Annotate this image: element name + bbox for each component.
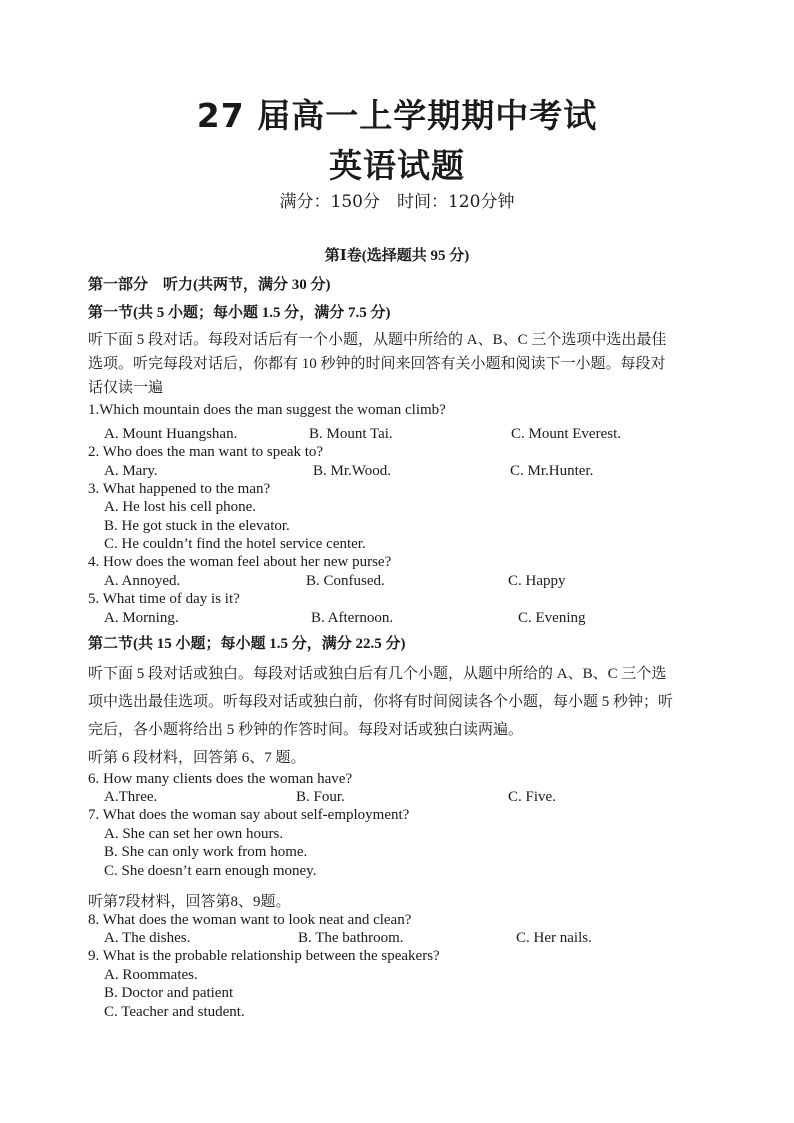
listening-group-label: 听第7段材料，回答第8、9题。 bbox=[88, 894, 291, 910]
question-stem: 1.Which mountain does the man suggest the woman climb? bbox=[88, 402, 446, 418]
question-stem: 2. Who does the man want to speak to? bbox=[88, 444, 324, 460]
option-a: A. Annoyed. bbox=[104, 573, 181, 589]
question-stem: 3. What happened to the man? bbox=[88, 481, 271, 497]
option-a: A. She can set her own hours. bbox=[104, 826, 284, 842]
question-stem: 6. How many clients does the woman have? bbox=[88, 771, 353, 787]
option-c: C. He couldn’t find the hotel service center. bbox=[104, 536, 366, 552]
option-c: C. Teacher and student. bbox=[104, 1004, 245, 1020]
section2-instruction-line: 听下面 5 段对话或独白。每段对话或独白后有几个小题，从题中所给的 A、B、C 三个选 bbox=[88, 666, 667, 682]
question-stem: 4. How does the woman feel about her new purse? bbox=[88, 554, 392, 570]
listening-group-label: 听第 6 段材料，回答第 6、7 题。 bbox=[88, 750, 306, 766]
option-a: A. The dishes. bbox=[104, 930, 191, 946]
option-a: A. Mary. bbox=[104, 463, 158, 479]
section1-instruction-line: 选项。听完每段对话后，你都有 10 秒钟的时间来回答有关小题和阅读下一小题。每段对 bbox=[88, 356, 666, 372]
option-b: B. The bathroom. bbox=[298, 930, 404, 946]
option-a: A. Mount Huangshan. bbox=[104, 426, 238, 442]
option-c: C. Five. bbox=[508, 789, 556, 805]
exam-subject: 英语试题 bbox=[329, 146, 465, 185]
section1-heading: 第一节(共 5 小题；每小题 1.5 分，满分 7.5 分) bbox=[88, 305, 391, 321]
section1-instruction-line: 听下面 5 段对话。每段对话后有一个小题，从题中所给的 A、B、C 三个选项中选出最佳 bbox=[88, 332, 667, 348]
option-c: C. Her nails. bbox=[516, 930, 592, 946]
section1-instruction-line: 话仅读一遍 bbox=[88, 380, 164, 396]
option-a: A.Three. bbox=[104, 789, 158, 805]
option-c: C. She doesn’t earn enough money. bbox=[104, 863, 317, 879]
option-b: B. Mr.Wood. bbox=[313, 463, 391, 479]
question-stem: 5. What time of day is it? bbox=[88, 591, 240, 607]
option-b: B. She can only work from home. bbox=[104, 844, 308, 860]
option-b: B. He got stuck in the elevator. bbox=[104, 518, 290, 534]
option-b: B. Doctor and patient bbox=[104, 985, 234, 1001]
option-b: B. Mount Tai. bbox=[309, 426, 393, 442]
exam-title: 27 届高一上学期期中考试 bbox=[196, 96, 598, 135]
question-stem: 8. What does the woman want to look neat and clean? bbox=[88, 912, 412, 928]
option-b: B. Four. bbox=[296, 789, 345, 805]
section2-instruction-line: 完后，各小题将给出 5 秒钟的作答时间。每段对话或独白读两遍。 bbox=[88, 722, 524, 738]
section2-instruction-line: 项中选出最佳选项。听每段对话或独白前，你将有时间阅读各个小题，每小题 5 秒钟；听 bbox=[88, 694, 674, 710]
option-c: C. Happy bbox=[508, 573, 566, 589]
part1-heading: 第一部分 听力(共两节，满分 30 分) bbox=[88, 277, 331, 293]
question-stem: 9. What is the probable relationship between the speakers? bbox=[88, 948, 440, 964]
question-stem: 7. What does the woman say about self-employment? bbox=[88, 807, 410, 823]
option-c: C. Mount Everest. bbox=[511, 426, 621, 442]
exam-meta: 满分：150分 时间：120分钟 bbox=[279, 192, 515, 212]
option-a: A. He lost his cell phone. bbox=[104, 499, 257, 515]
volume-title: 第Ⅰ卷(选择题共 95 分) bbox=[324, 248, 470, 264]
option-b: B. Afternoon. bbox=[311, 610, 394, 626]
option-b: B. Confused. bbox=[306, 573, 385, 589]
option-c: C. Evening bbox=[518, 610, 586, 626]
section2-heading: 第二节(共 15 小题；每小题 1.5 分，满分 22.5 分) bbox=[88, 636, 406, 652]
option-a: A. Roommates. bbox=[104, 967, 198, 983]
option-a: A. Morning. bbox=[104, 610, 179, 626]
option-c: C. Mr.Hunter. bbox=[510, 463, 594, 479]
